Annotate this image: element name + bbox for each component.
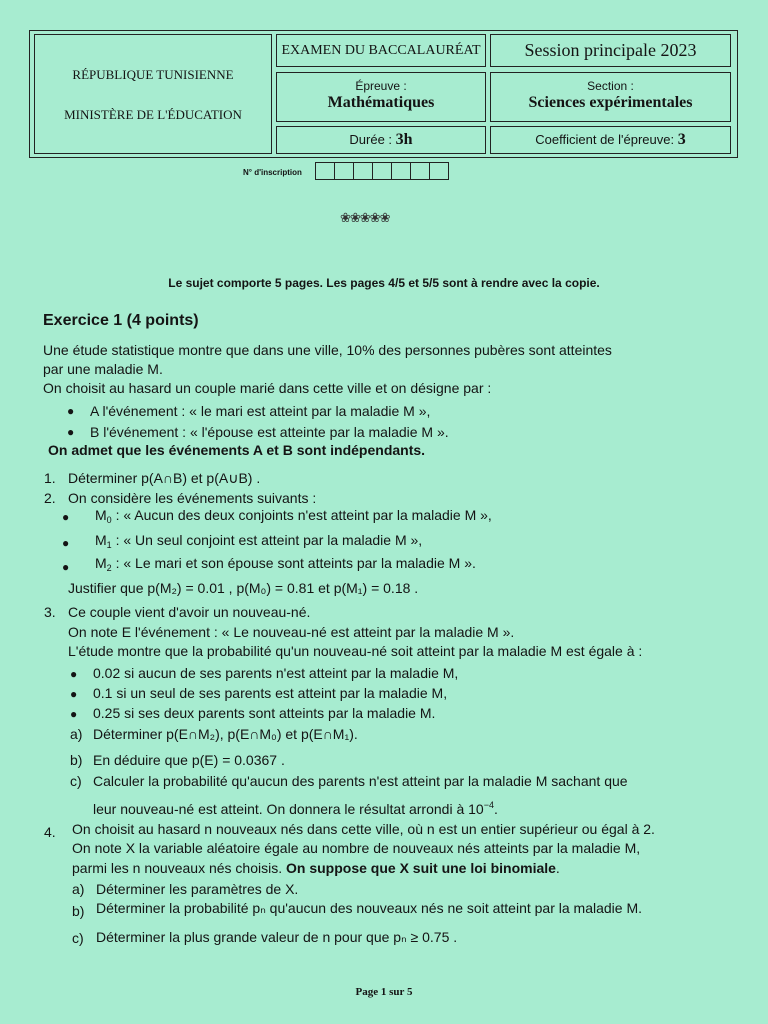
- question-4b: Déterminer la probabilité pₙ qu'aucun des nouveaux nés ne soit atteint par la maladie M.: [96, 900, 643, 916]
- event-b: B l'événement : « l'épouse est atteinte par la maladie M ».: [90, 424, 449, 440]
- exercise-title: Exercice 1 (4 points): [43, 312, 199, 329]
- independence-statement: On admet que les événements A et B sont indépendants.: [48, 442, 426, 458]
- epreuve-label: Épreuve :: [355, 79, 407, 93]
- duration-value: 3h: [395, 131, 413, 148]
- q4-end: .: [555, 860, 560, 876]
- exam-title: EXAMEN DU BACCALAURÉAT: [276, 34, 486, 67]
- bullet-icon: ●: [67, 404, 75, 418]
- m1-symbol: M: [95, 532, 107, 548]
- section-box: [490, 72, 731, 122]
- duration-label: Durée :: [349, 132, 393, 147]
- inscription-cell[interactable]: [429, 162, 449, 180]
- inscription-cell[interactable]: [315, 162, 335, 180]
- section-label: Section :: [587, 79, 634, 93]
- bullet-icon: ●: [70, 687, 78, 701]
- bullet-icon: ●: [70, 667, 78, 681]
- intro-line-3: On choisit au hasard un couple marié dans cette ville et on désigne par :: [43, 380, 492, 396]
- institution-box: [34, 34, 272, 154]
- epreuve-value: Mathématiques: [327, 94, 435, 111]
- m2-subscript: 2: [106, 563, 112, 573]
- event-m0: [95, 507, 492, 528]
- coefficient-label: Coefficient de l'épreuve:: [535, 132, 675, 147]
- question-1: Déterminer p(A∩B) et p(A∪B) .: [68, 470, 261, 486]
- section-value: Sciences expérimentales: [528, 94, 693, 111]
- intro-line-1: Une étude statistique montre que dans une ville, 10% des personnes pubères sont atteintes: [43, 342, 612, 358]
- m2-symbol: M: [95, 555, 107, 571]
- q3c-exponent: −4: [483, 800, 494, 810]
- inscription-cell[interactable]: [410, 162, 430, 180]
- question-2: On considère les événements suivants :: [68, 490, 317, 506]
- subquestion-letter: a): [70, 726, 83, 742]
- m0-text: : « Aucun des deux conjoints n'est atteint par la maladie M »,: [111, 507, 492, 523]
- subquestion-letter: c): [72, 930, 84, 946]
- subquestion-letter: c): [70, 773, 82, 789]
- m0-symbol: M: [95, 507, 107, 523]
- ornament-icon: ❀❀❀❀❀: [340, 210, 390, 225]
- event-m1: [95, 532, 422, 553]
- question-number: 4.: [44, 824, 56, 840]
- inscription-cell[interactable]: [391, 162, 411, 180]
- question-number: 3.: [44, 604, 56, 620]
- intro-line-2: par une maladie M.: [43, 361, 163, 377]
- bullet-icon: ●: [67, 425, 75, 439]
- question-3a: Déterminer p(E∩M₂), p(E∩M₀) et p(E∩M₁).: [93, 726, 358, 742]
- q3c-end: .: [493, 801, 498, 817]
- question-4-line-3: [72, 860, 560, 876]
- m1-text: : « Un seul conjoint est atteint par la maladie M »,: [111, 532, 423, 548]
- q4-text: parmi les n nouveaux nés choisis.: [72, 860, 286, 876]
- m0-subscript: 0: [106, 515, 112, 525]
- bullet-icon: ●: [62, 536, 70, 550]
- session-title: Session principale 2023: [490, 34, 731, 67]
- m1-subscript: 1: [106, 540, 112, 550]
- question-3: Ce couple vient d'avoir un nouveau-né.: [68, 604, 311, 620]
- question-3c-line-2: [93, 797, 498, 817]
- event-e: On note E l'événement : « Le nouveau-né est atteint par la maladie M ».: [68, 624, 515, 640]
- justify-line: Justifier que p(M₂) = 0.01 , p(M₀) = 0.81 et p(M₁) = 0.18 .: [68, 580, 419, 596]
- subquestion-letter: a): [72, 881, 85, 897]
- probability-case-2: 0.1 si un seul de ses parents est atteint par la maladie M,: [93, 685, 448, 701]
- bullet-icon: ●: [62, 510, 70, 524]
- subquestion-letter: b): [72, 903, 85, 919]
- inscription-cell[interactable]: [334, 162, 354, 180]
- question-3c-line-1: Calculer la probabilité qu'aucun des parents n'est atteint par la maladie M sachant que: [93, 773, 628, 789]
- m2-text: : « Le mari et son épouse sont atteints par la maladie M ».: [111, 555, 476, 571]
- question-number: 2.: [44, 490, 56, 506]
- q3c-text: leur nouveau-né est atteint. On donnera le résultat arrondi à 10: [93, 801, 484, 817]
- event-a: A l'événement : « le mari est atteint par la maladie M »,: [90, 403, 431, 419]
- inscription-cell[interactable]: [353, 162, 373, 180]
- question-4-line-1: On choisit au hasard n nouveaux nés dans cette ville, où n est un entier supérieur ou égal à 2.: [72, 821, 655, 837]
- country-name: RÉPUBLIQUE TUNISIENNE: [72, 67, 234, 82]
- inscription-grid[interactable]: [315, 162, 448, 180]
- page-number: Page 1 sur 5: [355, 986, 413, 998]
- epreuve-box: [276, 72, 486, 122]
- coefficient-value: 3: [677, 131, 686, 148]
- question-number: 1.: [44, 470, 56, 486]
- bullet-icon: ●: [70, 707, 78, 721]
- question-4-line-2: On note X la variable aléatoire égale au nombre de nouveaux nés atteints par la maladie M,: [72, 840, 641, 856]
- probability-case-1: 0.02 si aucun de ses parents n'est atteint par la maladie M,: [93, 665, 459, 681]
- question-3b: En déduire que p(E) = 0.0367 .: [93, 752, 285, 768]
- question-4a: Déterminer les paramètres de X.: [96, 881, 299, 897]
- inscription-label: N° d'inscription: [243, 168, 302, 177]
- question-4c: Déterminer la plus grande valeur de n pour que pₙ ≥ 0.75 .: [96, 929, 458, 945]
- coefficient-box: [490, 126, 731, 154]
- inscription-cell[interactable]: [372, 162, 392, 180]
- bullet-icon: ●: [62, 560, 70, 574]
- q4-binomial: On suppose que X suit une loi binomiale: [286, 860, 556, 876]
- ministry-name: MINISTÈRE DE L'ÉDUCATION: [64, 107, 242, 122]
- event-m2: [95, 555, 476, 576]
- pages-note: Le sujet comporte 5 pages. Les pages 4/5 et 5/5 sont à rendre avec la copie.: [168, 276, 600, 290]
- subquestion-letter: b): [70, 752, 83, 768]
- probability-case-3: 0.25 si ses deux parents sont atteints par la maladie M.: [93, 705, 436, 721]
- duration-box: [276, 126, 486, 154]
- study-line: L'étude montre que la probabilité qu'un nouveau-né soit atteint par la maladie M est égale à :: [68, 643, 643, 659]
